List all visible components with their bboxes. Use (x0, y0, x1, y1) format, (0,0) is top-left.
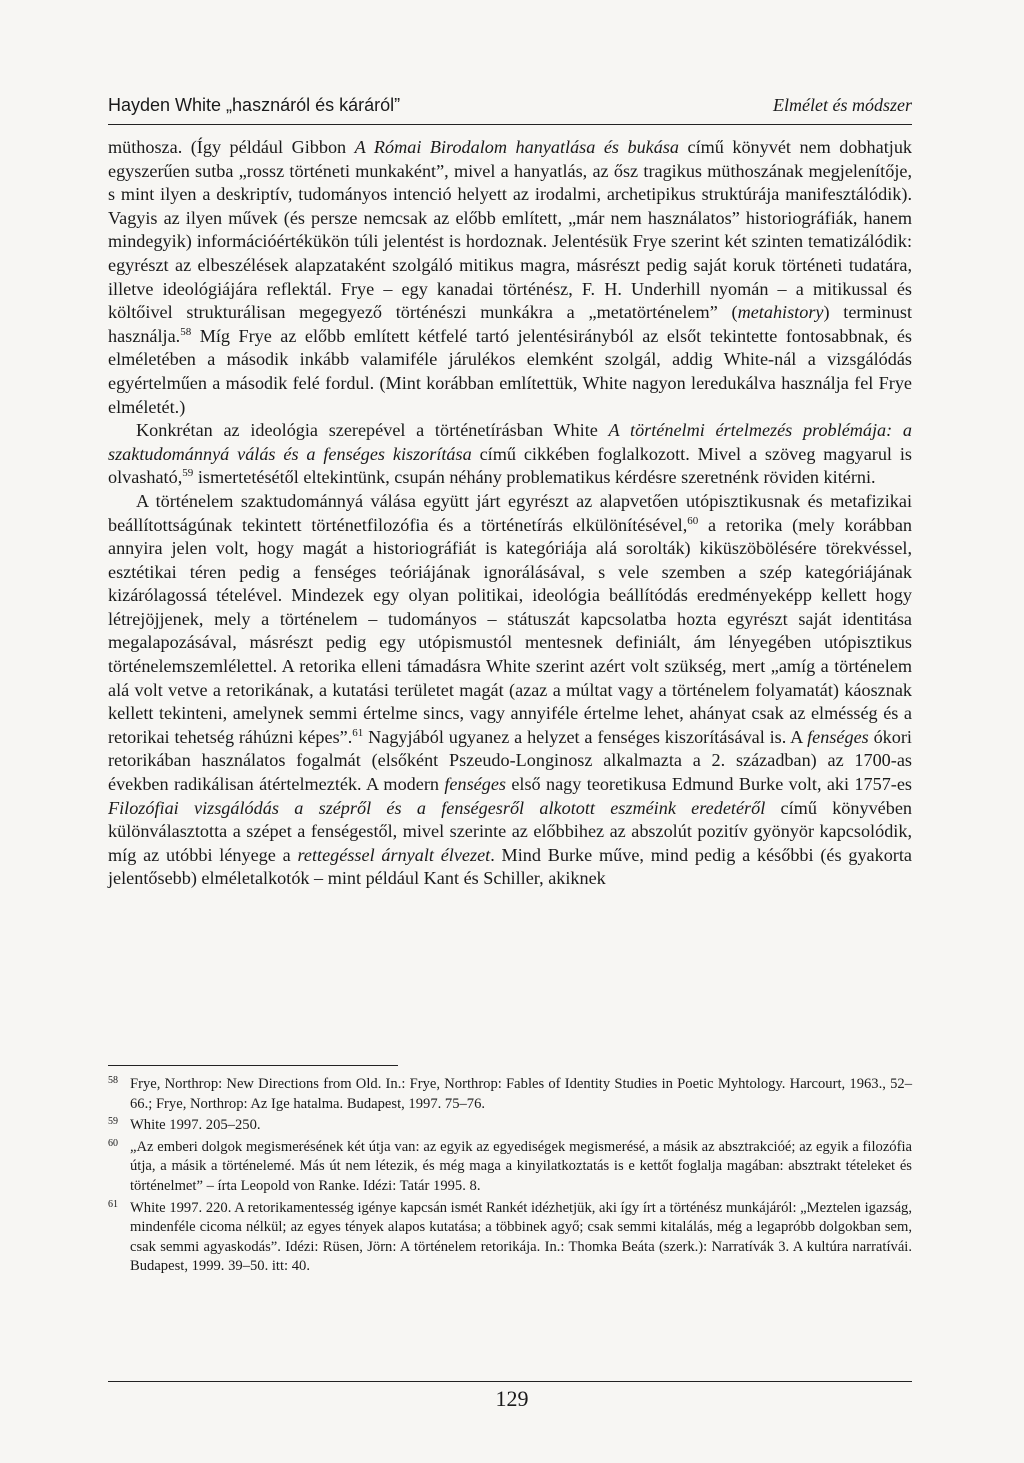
footnote-59: 59 White 1997. 205–250. (108, 1116, 261, 1134)
footnote-ref-61[interactable]: 61 (352, 726, 364, 739)
footer-rule (108, 1381, 912, 1382)
footnote-separator (108, 1065, 398, 1066)
footnote-ref-60[interactable]: 60 (687, 514, 699, 527)
footnote-61: 61 White 1997. 220. A retorikamentesség igénye kapcsán ismét Rankét idézhetjük, aki így írt a történész munkájáról: „Meztelen igazság, mindenféle cicoma nélkül; az egyes tények alapos kutatása; a többinek agyő; csak semmi kitalálás, még a legapróbb dolgokban sem, csak semmi agyaskodás”. Idézi: Rüsen, Jörn: A történelem retorikája. In.: Thomka Beáta (szerk.): Narratívák 3. A kultúra narratívái. Budapest, 1999. 39–50. itt: 40. (108, 1198, 912, 1275)
main-text (108, 136, 912, 891)
paragraph-2: Konkrétan az ideológia szerepével a történetírásban White A történelmi értelmezés problémája: a szaktudománnyá válás és a fenséges kiszorítása című cikkében foglalkozott. Mivel a szöveg magyarul is olvasható,$^{59}$ ismertetésétől eltekintünk, csupán néhány problematikus kérdésre szeretnénk röviden kitérni. (108, 420, 912, 488)
footnote-60: 60 „Az emberi dolgok megismerésének két útja van: az egyik az egyediségek megismerésé, a másik az absztrakcióé; az egyik a filozófia útja, a másik a történelemé. Más út nem létezik, és még maga a kinyilatkoztatás is e kettőt foglalja magában: absztrakt tételeket és történelmet” – írta Leopold von Ranke. Idézi: Tatár 1995. 8. (108, 1137, 912, 1194)
running-header (108, 92, 912, 125)
paragraph-1: müthosza. (Így például Gibbon A Római Birodalom hanyatlása és bukása című könyvét nem dobhatjuk egyszerűen sutba „rossz történeti munkaként”, mivel a hanyatlás, az ősz tragikus müthoszának megjelenítője, s mint ilyen a deskriptív, tudományos intenció helyett az irodalmi, archetipikus struktúrája manifesztálódik). Vagyis az ilyen művek (és persze nemcsak az előbb említett, „már nem használatos” historiográfiák, hanem mindegyik) információértékükön túli jelentést is hordoznak. Jelentésük Frye szerint két szinten tematizálódik: egyrészt az elbeszélések alapzataként szolgáló mitikus magra, másrészt pedig saját koruk történeti tudatára, illetve ideológiájára reflektál. Frye – egy kanadai történész, F. H. Underhill nyomán – a mitikussal és költőivel strukturálisan megegyező történészi munkákra a „metatörténelem” (metahistory) terminust használja.$^{58}$ Míg Frye az előbb említett kétfelé tartó jelentésirányból az elsőt tekintette fontosabbnak, és elméletében a második inkább valamiféle járulékos elemként szolgál, addig White-nál a vizsgálódás egyértelműen a második felé fordul. (Mint korábban említettük, White nagyon leredukálva használja fel Frye elméletét.) (108, 137, 913, 417)
footnote-58: 58 Frye, Northrop: New Directions from Old. In.: Frye, Northrop: Fables of Identity Studies in Poetic Myhtology. Harcourt, 1963., 52–66.; Frye, Northrop: Az Ige hatalma. Budapest, 1997. 75–76. (108, 1075, 912, 1112)
footnote-ref-59[interactable]: 59 (182, 467, 194, 480)
running-title: Hayden White „hasznáról és káráról” (108, 95, 401, 115)
paragraph-3: A történelem szaktudománnyá válása együtt járt egyrészt az alapvetően utópisztikusnak és metafizikai beállítottságúnak tekintett történetfilozófia és a történetírás elkülönítésével,$^{60}$ a retorika (mely korábban annyira jelen volt, hogy magát a historiográfiát is kategóriája alá sorolták) kiküszöbölésére törekvéssel, esztétikai téren pedig a fenséges teóriájának ignorálásával, s vele szemben a szép kategóriájának kizárólagossá tételével. Mindezek egy olyan politikai, ideológia beállítódás eredményeképp kellett hogy létrejöjjenek, mely a történelem – tudományos – státuszát kapcsolatba hozta egyrészt saját identitása megalapozásával, másrészt pedig egy utópismustól mentesnek definiált, ám lényegében utópisztikus történelemszemlélettel. A retorika elleni támadásra White szerint azért volt szükség, mert „amíg a történelem alá volt vetve a retorikának, a kutatási területet magát (azaz a múltat vagy a történelem folyamatát) káosznak kellett tekinteni, amelynek semmi értelme sincs, vagy annyiféle értelme lehet, ahányat csak az elmésség és a retorikai tehetség ráhúzni képes”.$^{61}$ Nagyjából ugyanez a helyzet a fenséges kiszorításával is. A fenséges ókori retorikában használatos fogalmát (elsőként Pszeudo-Longinosz alkalmazta a 2. században) az 1700-as években radikálisan átértelmezték. A modern fenséges első nagy teoretikusa Edmund Burke volt, aki 1757-es Filozófiai vizsgálódás a szépről és a fenségesről alkotott eszméink eredetéről című könyvében különválasztotta a szépet a fenségestől, mivel szerinte az előbbihez az abszolút pozitív gyönyör kapcsolódik, míg az utóbbi lényege a rettegéssel árnyalt élvezet. Mind Burke műve, mind pedig a későbbi (és gyakorta jelentősebb) elméletalkotók – mint például Kant és Schiller, akiknek (108, 490, 913, 889)
footnotes (108, 1075, 912, 1279)
section-title: Elmélet és módszer (773, 95, 912, 115)
footnote-ref-58[interactable]: 58 (180, 325, 192, 338)
page-number: 129 (495, 1386, 529, 1411)
